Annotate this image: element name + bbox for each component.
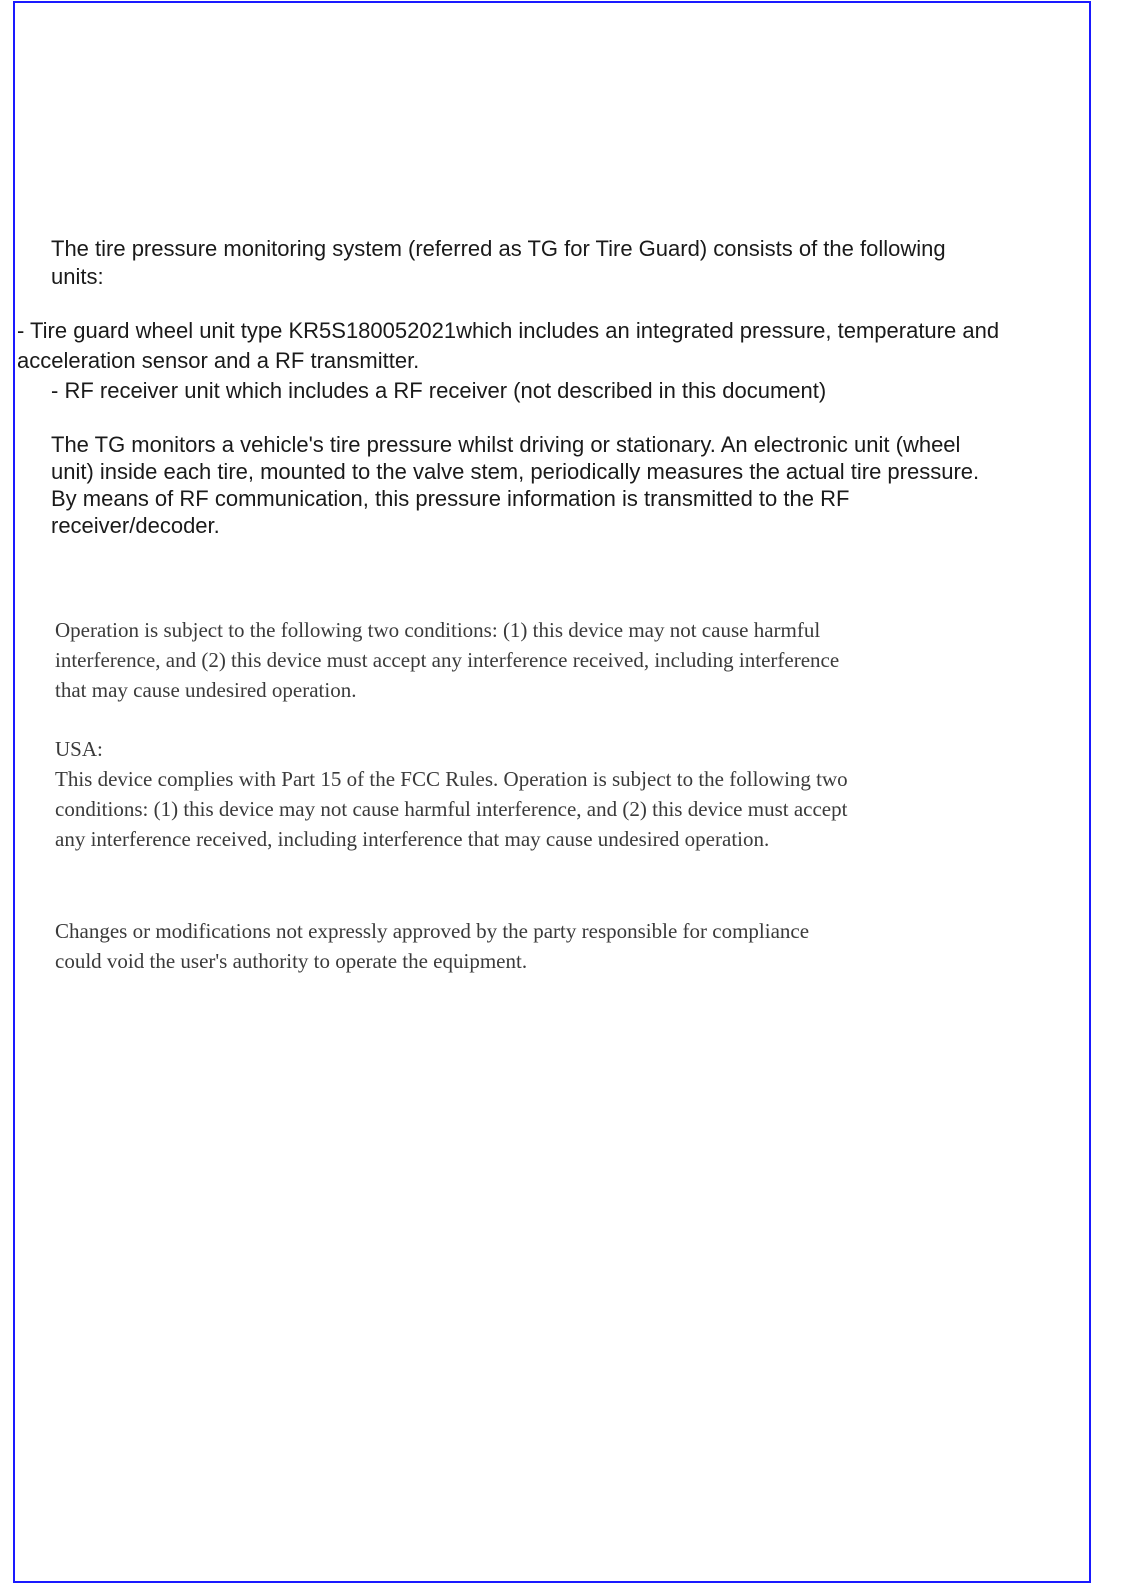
intro-line: units:: [51, 264, 104, 289]
changes-line: Changes or modifications not expressly approved by the party responsible for compliance: [55, 919, 810, 943]
list-item-line: acceleration sensor and a RF transmitter.: [17, 348, 420, 373]
changes-paragraph: [55, 916, 809, 976]
units-list-item-wheel-unit: [17, 316, 999, 376]
usa-line: any interference received, including interference that may cause undesired operation.: [55, 827, 770, 851]
description-line: unit) inside each tire, mounted to the valve stem, periodically measures the actual tire pressure.: [51, 459, 980, 484]
conditions-line: that may cause undesired operation.: [55, 678, 357, 702]
description-line: The TG monitors a vehicle's tire pressure whilst driving or stationary. An electronic unit (wheel: [51, 432, 961, 457]
list-item-line: - RF receiver unit which includes a RF receiver (not described in this document): [51, 378, 827, 403]
changes-line: could void the user's authority to operate the equipment.: [55, 949, 528, 973]
usa-section: [55, 734, 848, 854]
usa-line: This device complies with Part 15 of the FCC Rules. Operation is subject to the following two: [55, 767, 848, 791]
units-list-item-receiver: [51, 377, 826, 405]
conditions-paragraph: [55, 615, 839, 705]
list-item-line: - Tire guard wheel unit type KR5S180052021which includes an integrated pressure, temperature and: [17, 318, 1000, 343]
usa-line: conditions: (1) this device may not cause harmful interference, and (2) this device must accept: [55, 797, 848, 821]
intro-paragraph: [51, 235, 946, 291]
conditions-line: Operation is subject to the following two conditions: (1) this device may not cause harmful: [55, 618, 821, 642]
description-paragraph: [51, 431, 979, 539]
conditions-line: interference, and (2) this device must accept any interference received, including interference: [55, 648, 840, 672]
description-line: By means of RF communication, this pressure information is transmitted to the RF: [51, 486, 850, 511]
usa-heading: USA:: [55, 737, 103, 761]
intro-line: The tire pressure monitoring system (referred as TG for Tire Guard) consists of the following: [51, 236, 946, 261]
description-line: receiver/decoder.: [51, 513, 220, 538]
